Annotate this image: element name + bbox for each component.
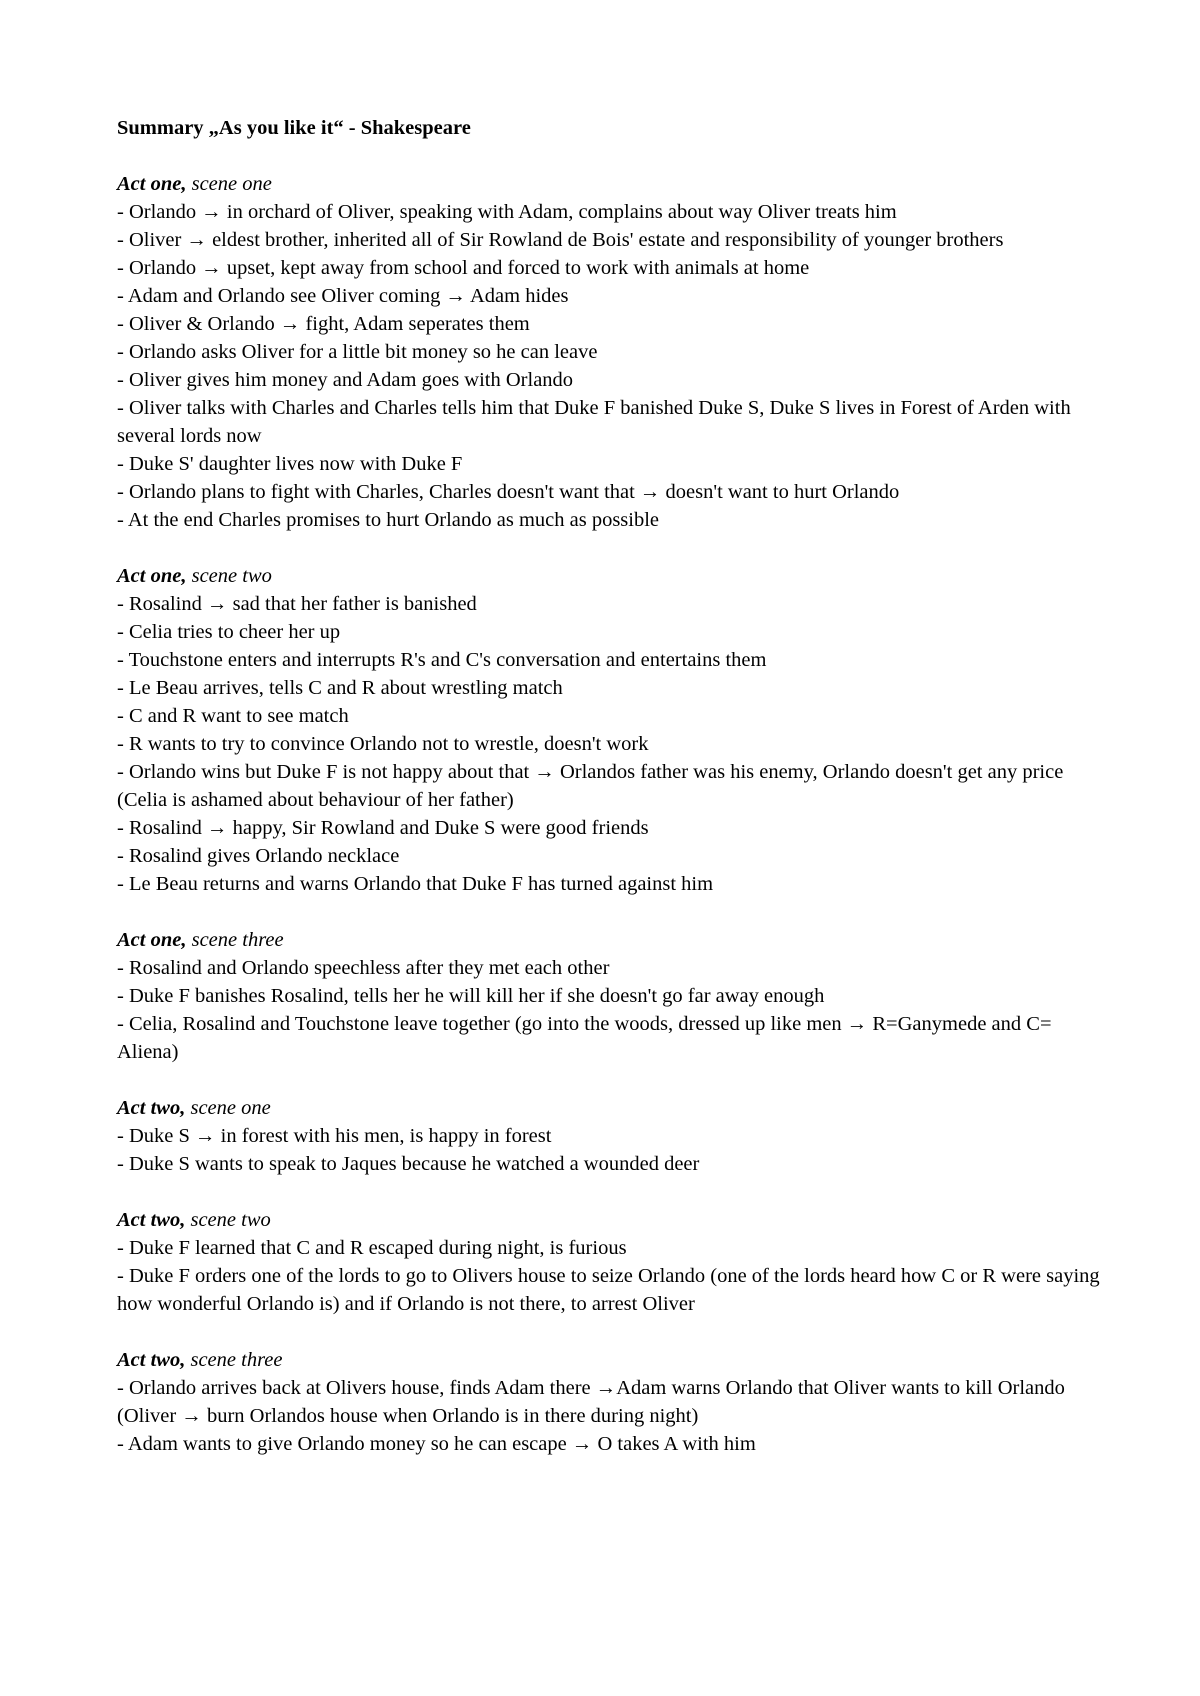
scene-heading xyxy=(117,170,1107,198)
summary-line: - Touchstone enters and interrupts R's and C's conversation and entertains them xyxy=(117,649,767,671)
summary-line: - R wants to try to convince Orlando not to wrestle, doesn't work xyxy=(117,733,649,755)
scene-heading xyxy=(117,1094,1107,1122)
scene-section xyxy=(117,1206,1107,1318)
summary-lines xyxy=(117,954,1107,1066)
summary-line: - Orlando → in orchard of Oliver, speaking with Adam, complains about way Oliver treats him xyxy=(117,201,897,223)
scene-heading xyxy=(117,1206,1107,1234)
summary-line: - Adam wants to give Orlando money so he can escape → O takes A with him xyxy=(117,1433,756,1455)
scene-section xyxy=(117,562,1107,898)
document-title: Summary „As you like it“ - Shakespeare xyxy=(117,117,471,139)
sections-container xyxy=(117,170,1107,1458)
summary-line: - Oliver talks with Charles and Charles tells him that Duke F banished Duke S, Duke S lives in Forest of Arden with several lords now xyxy=(117,397,1071,447)
summary-line: - Duke S → in forest with his men, is happy in forest xyxy=(117,1125,552,1147)
summary-lines xyxy=(117,1122,1107,1178)
summary-line: - Celia tries to cheer her up xyxy=(117,621,341,643)
scene-heading xyxy=(117,926,1107,954)
summary-lines xyxy=(117,198,1107,534)
summary-line: - Orlando plans to fight with Charles, Charles doesn't want that → doesn't want to hurt Orlando xyxy=(117,481,900,503)
scene-heading xyxy=(117,562,1107,590)
act-label: Act two, xyxy=(117,1097,186,1119)
summary-line: - Duke S' daughter lives now with Duke F xyxy=(117,453,463,475)
summary-line: - Orlando → upset, kept away from school and forced to work with animals at home xyxy=(117,257,810,279)
summary-line: - At the end Charles promises to hurt Orlando as much as possible xyxy=(117,509,660,531)
act-label: Act one, xyxy=(117,173,187,195)
summary-line: - Oliver gives him money and Adam goes with Orlando xyxy=(117,369,574,391)
act-label: Act one, xyxy=(117,929,187,951)
summary-lines xyxy=(117,590,1107,898)
summary-line: - Rosalind and Orlando speechless after they met each other xyxy=(117,957,610,979)
summary-line: - Duke F orders one of the lords to go to Olivers house to seize Orlando (one of the lords heard how C or R were saying how wonderful Orlando is) and if Orlando is not there, to arrest Oliver xyxy=(117,1265,1100,1315)
summary-line: - Oliver & Orlando → fight, Adam seperates them xyxy=(117,313,530,335)
summary-line: - Rosalind → sad that her father is banished xyxy=(117,593,477,615)
scene-section xyxy=(117,1094,1107,1178)
scene-heading xyxy=(117,1346,1107,1374)
act-label: Act two, xyxy=(117,1209,186,1231)
summary-line: - Oliver → eldest brother, inherited all of Sir Rowland de Bois' estate and responsibility of younger brothers xyxy=(117,229,1004,251)
summary-line: - Rosalind gives Orlando necklace xyxy=(117,845,400,867)
scene-section xyxy=(117,1346,1107,1458)
summary-line: - Orlando asks Oliver for a little bit money so he can leave xyxy=(117,341,598,363)
summary-line: - C and R want to see match xyxy=(117,705,349,727)
summary-line: - Duke S wants to speak to Jaques because he watched a wounded deer xyxy=(117,1153,700,1175)
summary-lines xyxy=(117,1234,1107,1318)
scene-label: scene two xyxy=(185,1209,271,1231)
act-label: Act one, xyxy=(117,565,187,587)
summary-line: - Celia, Rosalind and Touchstone leave together (go into the woods, dressed up like men → R=Ganymede and C= Aliena) xyxy=(117,1013,1052,1063)
summary-line: - Rosalind → happy, Sir Rowland and Duke S were good friends xyxy=(117,817,649,839)
scene-section xyxy=(117,170,1107,534)
scene-label: scene one xyxy=(186,173,272,195)
summary-line: - Duke F learned that C and R escaped during night, is furious xyxy=(117,1237,627,1259)
summary-lines xyxy=(117,1374,1107,1458)
scene-label: scene three xyxy=(185,1349,283,1371)
document-body xyxy=(117,114,1107,1486)
scene-label: scene two xyxy=(186,565,272,587)
summary-line: - Orlando arrives back at Olivers house, finds Adam there →Adam warns Orlando that Oliver wants to kill Orlando (Oliver → burn Orlandos house when Orlando is in there during night) xyxy=(117,1377,1065,1427)
act-label: Act two, xyxy=(117,1349,186,1371)
scene-section xyxy=(117,926,1107,1066)
scene-label: scene one xyxy=(185,1097,271,1119)
summary-line: - Le Beau returns and warns Orlando that Duke F has turned against him xyxy=(117,873,714,895)
summary-line: - Duke F banishes Rosalind, tells her he will kill her if she doesn't go far away enough xyxy=(117,985,825,1007)
scene-label: scene three xyxy=(186,929,284,951)
summary-line: - Adam and Orlando see Oliver coming → Adam hides xyxy=(117,285,569,307)
summary-line: - Orlando wins but Duke F is not happy about that → Orlandos father was his enemy, Orlando doesn't get any price (Celia is ashamed about behaviour of her father) xyxy=(117,761,1064,811)
summary-line: - Le Beau arrives, tells C and R about wrestling match xyxy=(117,677,563,699)
